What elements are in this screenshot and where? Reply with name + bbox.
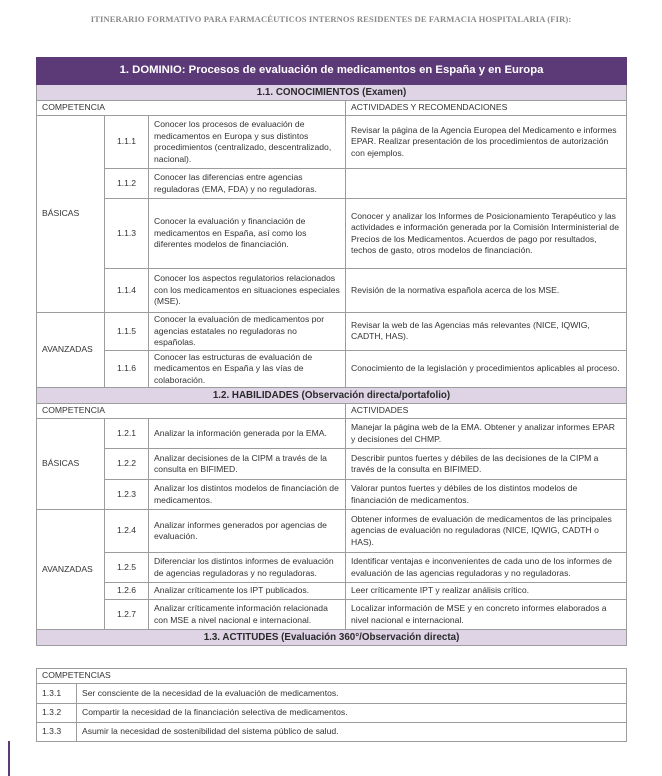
attitudes-section-title: 1.3. ACTITUDES (Evaluación 360°/Observación directa): [37, 630, 627, 646]
competence-text: Analizar críticamente información relacionada con MSE a nivel nacional e internacional.: [149, 600, 346, 630]
knowledge-advanced-label: AVANZADAS: [37, 313, 105, 388]
competence-code: 1.2.5: [105, 553, 149, 583]
table-row: [37, 116, 627, 169]
knowledge-activities-header: ACTIVIDADES Y RECOMENDACIONES: [346, 101, 627, 116]
activity-text: [346, 169, 627, 199]
skills-section-title: 1.2. HABILIDADES (Observación directa/portafolio): [37, 388, 627, 404]
attitude-code: 1.3.1: [37, 684, 77, 704]
activity-text: Manejar la página web de la EMA. Obtener y analizar informes EPAR y decisiones del CHMP.: [346, 419, 627, 449]
competence-text: Conocer los aspectos regulatorios relacionados con los medicamentos en situaciones especiales (MSE).: [149, 269, 346, 313]
activity-text: Revisar la web de las Agencias más relevantes (NICE, IQWIG, CADTH, HAS).: [346, 313, 627, 351]
competency-table: [36, 57, 627, 646]
activity-text: Valorar puntos fuertes y débiles de los distintos modelos de financiación de medicamentos.: [346, 480, 627, 510]
attitude-code: 1.3.3: [37, 723, 77, 742]
activity-text: Leer críticamente IPT y realizar análisis crítico.: [346, 583, 627, 600]
table-row: [37, 350, 627, 388]
competence-code: 1.2.3: [105, 480, 149, 510]
competence-code: 1.1.2: [105, 169, 149, 199]
attitudes-table: [36, 668, 627, 742]
table-row: [37, 684, 627, 704]
attitude-text: Ser consciente de la necesidad de la evaluación de medicamentos.: [77, 684, 627, 704]
table-row: [37, 704, 627, 723]
table-row: [37, 199, 627, 269]
activity-text: Localizar información de MSE y en concreto informes elaborados a nivel nacional e internacional.: [346, 600, 627, 630]
table-row: [37, 553, 627, 583]
attitude-code: 1.3.2: [37, 704, 77, 723]
attitude-text: Asumir la necesidad de sostenibilidad del sistema público de salud.: [77, 723, 627, 742]
table-row: [37, 723, 627, 742]
activity-text: Conocer y analizar los Informes de Posicionamiento Terapéutico y las actividades e información generada por la Comisión Interministerial de Precios de los Medicamentos. Acuerdos de pago por resultados, techos de gasto, otros modelos de financiación.: [346, 199, 627, 269]
competence-code: 1.2.6: [105, 583, 149, 600]
competence-text: Conocer la evaluación y financiación de medicamentos en España, así como los diferentes modelos de financiación.: [149, 199, 346, 269]
page-edge-accent: [8, 741, 10, 776]
competence-code: 1.1.4: [105, 269, 149, 313]
activity-text: Conocimiento de la legislación y procedimientos aplicables al proceso.: [346, 350, 627, 388]
competence-text: Analizar críticamente los IPT publicados.: [149, 583, 346, 600]
skills-advanced-label: AVANZADAS: [37, 510, 105, 630]
table-row: [37, 449, 627, 480]
domain-title: 1. DOMINIO: Procesos de evaluación de medicamentos en España y en Europa: [37, 58, 627, 85]
activity-text: Revisión de la normativa española acerca de los MSE.: [346, 269, 627, 313]
competence-text: Conocer la evaluación de medicamentos por agencias estatales no reguladoras no españolas.: [149, 313, 346, 351]
attitudes-competences-header: COMPETENCIAS: [37, 669, 627, 684]
competence-text: Conocer las diferencias entre agencias reguladoras (EMA, FDA) y no reguladoras.: [149, 169, 346, 199]
competence-code: 1.1.3: [105, 199, 149, 269]
competence-text: Conocer las estructuras de evaluación de medicamentos en España y las vías de colaboración.: [149, 350, 346, 388]
knowledge-section-title: 1.1. CONOCIMIENTOS (Examen): [37, 85, 627, 101]
competence-text: Analizar los distintos modelos de financiación de medicamentos.: [149, 480, 346, 510]
table-row: [37, 419, 627, 449]
activity-text: Revisar la página de la Agencia Europea del Medicamento e informes EPAR. Realizar presentación de los procedimientos de autorización con ejemplos.: [346, 116, 627, 169]
competence-text: Analizar decisiones de la CIPM a través de la consulta en BIFIMED.: [149, 449, 346, 480]
activity-text: Obtener informes de evaluación de medicamentos de las principales agencias de evaluación no reguladoras (NICE, IQWIG, CADTH o HAS).: [346, 510, 627, 553]
competence-code: 1.1.5: [105, 313, 149, 351]
table-row: [37, 600, 627, 630]
competence-code: 1.1.6: [105, 350, 149, 388]
competence-text: Analizar informes generados por agencias de evaluación.: [149, 510, 346, 553]
knowledge-basic-label: BÁSICAS: [37, 116, 105, 313]
knowledge-competence-header: COMPETENCIA: [37, 101, 346, 116]
competence-code: 1.2.4: [105, 510, 149, 553]
competence-text: Analizar la información generada por la EMA.: [149, 419, 346, 449]
competence-text: Diferenciar los distintos informes de evaluación de agencias reguladoras y no reguladoras.: [149, 553, 346, 583]
skills-activities-header: ACTIVIDADES: [346, 404, 627, 419]
competence-code: 1.2.2: [105, 449, 149, 480]
table-row: [37, 313, 627, 351]
skills-competence-header: COMPETENCIA: [37, 404, 346, 419]
activity-text: Describir puntos fuertes y débiles de las decisiones de la CIPM a través de la consulta en BIFIMED.: [346, 449, 627, 480]
competence-code: 1.2.7: [105, 600, 149, 630]
competence-text: Conocer los procesos de evaluación de medicamentos en Europa y sus distintos procedimientos (centralizado, descentralizado, nacional).: [149, 116, 346, 169]
table-row: [37, 269, 627, 313]
competence-code: 1.2.1: [105, 419, 149, 449]
table-row: [37, 169, 627, 199]
table-row: [37, 583, 627, 600]
attitude-text: Compartir la necesidad de la financiación selectiva de medicamentos.: [77, 704, 627, 723]
competence-code: 1.1.1: [105, 116, 149, 169]
skills-basic-label: BÁSICAS: [37, 419, 105, 510]
running-header: ITINERARIO FORMATIVO PARA FARMACÉUTICOS INTERNOS RESIDENTES DE FARMACIA HOSPITALARIA (FIR):: [90, 14, 572, 24]
activity-text: Identificar ventajas e inconvenientes de cada uno de los informes de evaluación de las agencias reguladoras y no reguladoras.: [346, 553, 627, 583]
table-row: [37, 510, 627, 553]
table-row: [37, 480, 627, 510]
